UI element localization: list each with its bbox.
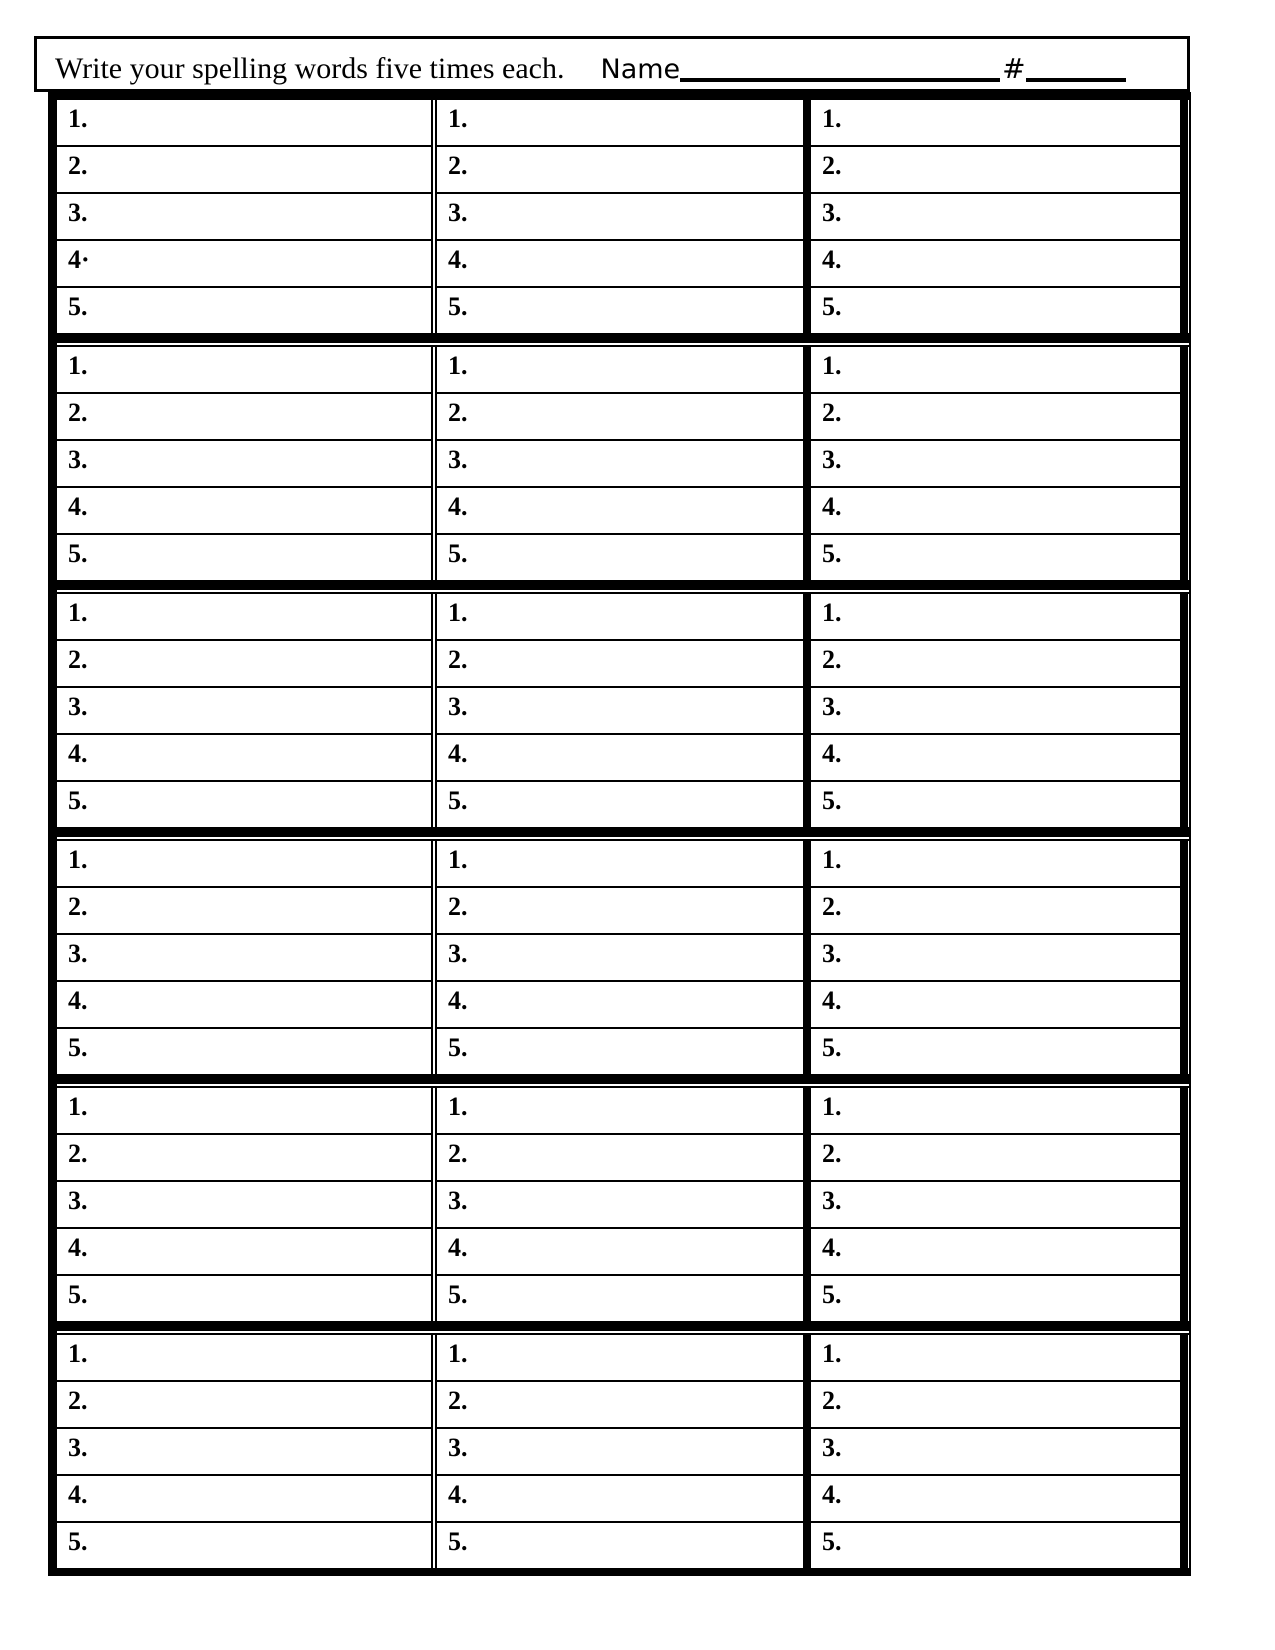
word-block xyxy=(57,100,1189,333)
spelling-line-cell xyxy=(437,1380,803,1427)
spelling-line-cell xyxy=(811,980,1180,1027)
spelling-line-cell xyxy=(811,1027,1180,1074)
spelling-column xyxy=(811,1088,1180,1321)
line-number: 3. xyxy=(68,445,88,474)
name-underline xyxy=(680,78,1000,82)
line-number: 3. xyxy=(822,1186,842,1215)
right-edge-bar xyxy=(1180,347,1188,580)
spelling-column xyxy=(437,1335,803,1568)
line-number: 1. xyxy=(448,1092,468,1121)
line-number: 3. xyxy=(68,1433,88,1462)
spelling-column xyxy=(437,1088,803,1321)
line-number: 2. xyxy=(822,398,842,427)
line-number: 4. xyxy=(822,1233,842,1262)
line-number: 4. xyxy=(68,492,88,521)
line-number: 5. xyxy=(68,1033,88,1062)
spelling-line-cell xyxy=(437,1133,803,1180)
spelling-column xyxy=(57,841,431,1074)
spelling-line-cell xyxy=(811,639,1180,686)
right-edge-bar xyxy=(1180,1088,1188,1321)
line-number: 1. xyxy=(448,1339,468,1368)
spelling-line-cell xyxy=(811,1380,1180,1427)
line-number: 4. xyxy=(68,1480,88,1509)
line-number: 1. xyxy=(68,104,88,133)
line-number: 1. xyxy=(68,598,88,627)
line-number: 1. xyxy=(68,845,88,874)
spelling-line-cell xyxy=(57,594,431,639)
line-number: 4. xyxy=(822,739,842,768)
line-number: 1. xyxy=(448,845,468,874)
spelling-line-cell xyxy=(57,841,431,886)
line-number: 1. xyxy=(68,351,88,380)
line-number: 4. xyxy=(68,1233,88,1262)
block-separator-bar xyxy=(57,580,1189,594)
spelling-line-cell xyxy=(811,439,1180,486)
line-number: 5. xyxy=(68,292,88,321)
spelling-line-cell xyxy=(811,1274,1180,1321)
spelling-column xyxy=(437,100,803,333)
spelling-line-cell xyxy=(811,1521,1180,1568)
line-number: 2. xyxy=(448,151,468,180)
spelling-column xyxy=(811,841,1180,1074)
spelling-line-cell xyxy=(811,1088,1180,1133)
line-number: 2. xyxy=(822,1386,842,1415)
right-edge-bar xyxy=(1180,841,1188,1074)
spelling-line-cell xyxy=(57,533,431,580)
column-separator-bar xyxy=(803,100,811,333)
line-number: 1. xyxy=(822,104,842,133)
spelling-line-cell xyxy=(57,686,431,733)
line-number: 1. xyxy=(822,1092,842,1121)
spelling-line-cell xyxy=(811,286,1180,333)
line-number: 5. xyxy=(448,1527,468,1556)
line-number: 5. xyxy=(448,786,468,815)
spelling-line-cell xyxy=(57,933,431,980)
line-number: 4. xyxy=(822,1480,842,1509)
line-number: 2. xyxy=(822,892,842,921)
spelling-line-cell xyxy=(811,145,1180,192)
line-number: 3. xyxy=(68,198,88,227)
spelling-line-cell xyxy=(437,100,803,145)
line-number: 3. xyxy=(448,1186,468,1215)
line-number: 1. xyxy=(68,1339,88,1368)
spelling-line-cell xyxy=(437,886,803,933)
line-number: 3. xyxy=(68,692,88,721)
line-number: 3. xyxy=(822,445,842,474)
line-number: 3. xyxy=(68,939,88,968)
block-separator-bar xyxy=(57,333,1189,347)
spelling-line-cell xyxy=(811,392,1180,439)
right-edge-bar xyxy=(1180,100,1188,333)
spelling-line-cell xyxy=(57,639,431,686)
line-number: 2. xyxy=(68,892,88,921)
line-number: 5. xyxy=(822,786,842,815)
line-number: 4. xyxy=(448,1233,468,1262)
spelling-line-cell xyxy=(57,733,431,780)
word-block xyxy=(57,594,1189,827)
line-number: 3. xyxy=(68,1186,88,1215)
spelling-line-cell xyxy=(437,145,803,192)
spelling-line-cell xyxy=(437,1180,803,1227)
spelling-line-cell xyxy=(437,1088,803,1133)
line-number: 2. xyxy=(68,645,88,674)
spelling-column xyxy=(437,841,803,1074)
number-sign-label: # xyxy=(1002,52,1026,85)
spelling-line-cell xyxy=(437,239,803,286)
spelling-line-cell xyxy=(57,1427,431,1474)
spelling-line-cell xyxy=(437,1427,803,1474)
line-number: 5. xyxy=(448,539,468,568)
block-separator-bar xyxy=(57,1321,1189,1335)
line-number: 2. xyxy=(448,398,468,427)
line-number: 2. xyxy=(448,892,468,921)
line-number: 4. xyxy=(448,739,468,768)
line-number: 3. xyxy=(822,939,842,968)
spelling-line-cell xyxy=(811,100,1180,145)
spelling-line-cell xyxy=(811,780,1180,827)
line-number: 1. xyxy=(822,351,842,380)
line-number: 3. xyxy=(448,692,468,721)
word-block xyxy=(57,347,1189,580)
line-number: 4. xyxy=(68,986,88,1015)
spelling-line-cell xyxy=(437,347,803,392)
spelling-line-cell xyxy=(437,639,803,686)
line-number: 5. xyxy=(822,1280,842,1309)
line-number: 5. xyxy=(448,1033,468,1062)
spelling-line-cell xyxy=(437,286,803,333)
line-number: 1. xyxy=(68,1092,88,1121)
line-number: 1. xyxy=(448,598,468,627)
spelling-line-cell xyxy=(57,1335,431,1380)
spelling-column xyxy=(57,347,431,580)
line-number: 3. xyxy=(448,445,468,474)
block-separator-bar xyxy=(57,827,1189,841)
line-number: 4. xyxy=(822,986,842,1015)
column-separator-bar xyxy=(803,347,811,580)
spelling-line-cell xyxy=(811,841,1180,886)
spelling-column xyxy=(57,594,431,827)
line-number: 1. xyxy=(822,598,842,627)
line-number: 5. xyxy=(822,1527,842,1556)
line-number: 4. xyxy=(822,492,842,521)
spelling-line-cell xyxy=(57,486,431,533)
spelling-line-cell xyxy=(437,1227,803,1274)
spelling-line-cell xyxy=(811,1227,1180,1274)
line-number: 1. xyxy=(448,351,468,380)
line-number: 3. xyxy=(822,198,842,227)
spelling-column xyxy=(57,100,431,333)
spelling-line-cell xyxy=(811,486,1180,533)
line-number: 4· xyxy=(68,245,90,274)
spelling-line-cell xyxy=(437,439,803,486)
spelling-line-cell xyxy=(811,933,1180,980)
line-number: 4. xyxy=(448,986,468,1015)
spelling-line-cell xyxy=(811,594,1180,639)
spelling-line-cell xyxy=(437,1474,803,1521)
line-number: 5. xyxy=(448,1280,468,1309)
word-block xyxy=(57,1088,1189,1321)
line-number: 2. xyxy=(448,645,468,674)
number-underline xyxy=(1026,78,1126,82)
column-separator-bar xyxy=(803,1335,811,1568)
spelling-line-cell xyxy=(57,347,431,392)
line-number: 5. xyxy=(68,539,88,568)
line-number: 3. xyxy=(822,692,842,721)
line-number: 5. xyxy=(822,1033,842,1062)
line-number: 4. xyxy=(448,245,468,274)
spelling-column xyxy=(437,594,803,827)
worksheet-grid xyxy=(48,92,1191,1576)
spelling-line-cell xyxy=(811,1427,1180,1474)
instruction-text: Write your spelling words five times each. xyxy=(55,52,565,85)
spelling-line-cell xyxy=(57,1088,431,1133)
line-number: 3. xyxy=(448,1433,468,1462)
spelling-line-cell xyxy=(57,145,431,192)
spelling-column xyxy=(57,1088,431,1321)
spelling-line-cell xyxy=(57,1274,431,1321)
spelling-line-cell xyxy=(57,239,431,286)
line-number: 5. xyxy=(822,539,842,568)
line-number: 5. xyxy=(68,1527,88,1556)
spelling-line-cell xyxy=(811,533,1180,580)
spelling-line-cell xyxy=(57,100,431,145)
spelling-line-cell xyxy=(437,980,803,1027)
line-number: 1. xyxy=(822,1339,842,1368)
spelling-line-cell xyxy=(811,347,1180,392)
line-number: 2. xyxy=(822,645,842,674)
line-number: 2. xyxy=(448,1139,468,1168)
spelling-line-cell xyxy=(57,392,431,439)
line-number: 2. xyxy=(68,151,88,180)
spelling-line-cell xyxy=(437,1274,803,1321)
spelling-line-cell xyxy=(57,1474,431,1521)
line-number: 5. xyxy=(822,292,842,321)
line-number: 3. xyxy=(822,1433,842,1462)
line-number: 2. xyxy=(822,1139,842,1168)
line-number: 4. xyxy=(448,492,468,521)
spelling-line-cell xyxy=(57,1521,431,1568)
spelling-line-cell xyxy=(437,486,803,533)
spelling-column xyxy=(811,1335,1180,1568)
spelling-column xyxy=(437,347,803,580)
line-number: 4. xyxy=(68,739,88,768)
spelling-column xyxy=(811,347,1180,580)
spelling-line-cell xyxy=(57,286,431,333)
spelling-line-cell xyxy=(437,780,803,827)
spelling-line-cell xyxy=(437,533,803,580)
spelling-line-cell xyxy=(57,439,431,486)
spelling-line-cell xyxy=(811,192,1180,239)
spelling-line-cell xyxy=(57,886,431,933)
spelling-line-cell xyxy=(811,1474,1180,1521)
title-box xyxy=(34,36,1190,92)
right-edge-bar xyxy=(1180,1335,1188,1568)
right-edge-bar xyxy=(1180,594,1188,827)
spelling-line-cell xyxy=(57,1380,431,1427)
spelling-line-cell xyxy=(57,1227,431,1274)
spelling-line-cell xyxy=(811,686,1180,733)
spelling-line-cell xyxy=(437,192,803,239)
spelling-line-cell xyxy=(811,1180,1180,1227)
spelling-column xyxy=(811,100,1180,333)
line-number: 2. xyxy=(68,398,88,427)
spelling-line-cell xyxy=(437,733,803,780)
block-separator-bar xyxy=(57,1074,1189,1088)
line-number: 5. xyxy=(448,292,468,321)
spelling-line-cell xyxy=(57,1027,431,1074)
spelling-line-cell xyxy=(437,841,803,886)
spelling-line-cell xyxy=(437,686,803,733)
name-label: Name xyxy=(600,54,681,85)
spelling-line-cell xyxy=(437,1521,803,1568)
spelling-column xyxy=(57,1335,431,1568)
spelling-line-cell xyxy=(57,192,431,239)
spelling-line-cell xyxy=(437,1027,803,1074)
line-number: 1. xyxy=(448,104,468,133)
spelling-line-cell xyxy=(811,1335,1180,1380)
line-number: 2. xyxy=(68,1386,88,1415)
spelling-column xyxy=(811,594,1180,827)
line-number: 5. xyxy=(68,1280,88,1309)
spelling-line-cell xyxy=(811,733,1180,780)
line-number: 5. xyxy=(68,786,88,815)
spelling-line-cell xyxy=(811,1133,1180,1180)
spelling-line-cell xyxy=(437,594,803,639)
word-block xyxy=(57,1335,1189,1568)
line-number: 1. xyxy=(822,845,842,874)
line-number: 2. xyxy=(68,1139,88,1168)
spelling-line-cell xyxy=(57,1133,431,1180)
line-number: 2. xyxy=(822,151,842,180)
word-block xyxy=(57,841,1189,1074)
spelling-line-cell xyxy=(811,239,1180,286)
spelling-line-cell xyxy=(57,980,431,1027)
line-number: 3. xyxy=(448,198,468,227)
line-number: 4. xyxy=(822,245,842,274)
line-number: 4. xyxy=(448,1480,468,1509)
spelling-line-cell xyxy=(437,933,803,980)
spelling-line-cell xyxy=(57,1180,431,1227)
line-number: 2. xyxy=(448,1386,468,1415)
column-separator-bar xyxy=(803,1088,811,1321)
spelling-line-cell xyxy=(437,392,803,439)
spelling-line-cell xyxy=(811,886,1180,933)
spelling-line-cell xyxy=(437,1335,803,1380)
spelling-line-cell xyxy=(57,780,431,827)
column-separator-bar xyxy=(803,594,811,827)
column-separator-bar xyxy=(803,841,811,1074)
line-number: 3. xyxy=(448,939,468,968)
